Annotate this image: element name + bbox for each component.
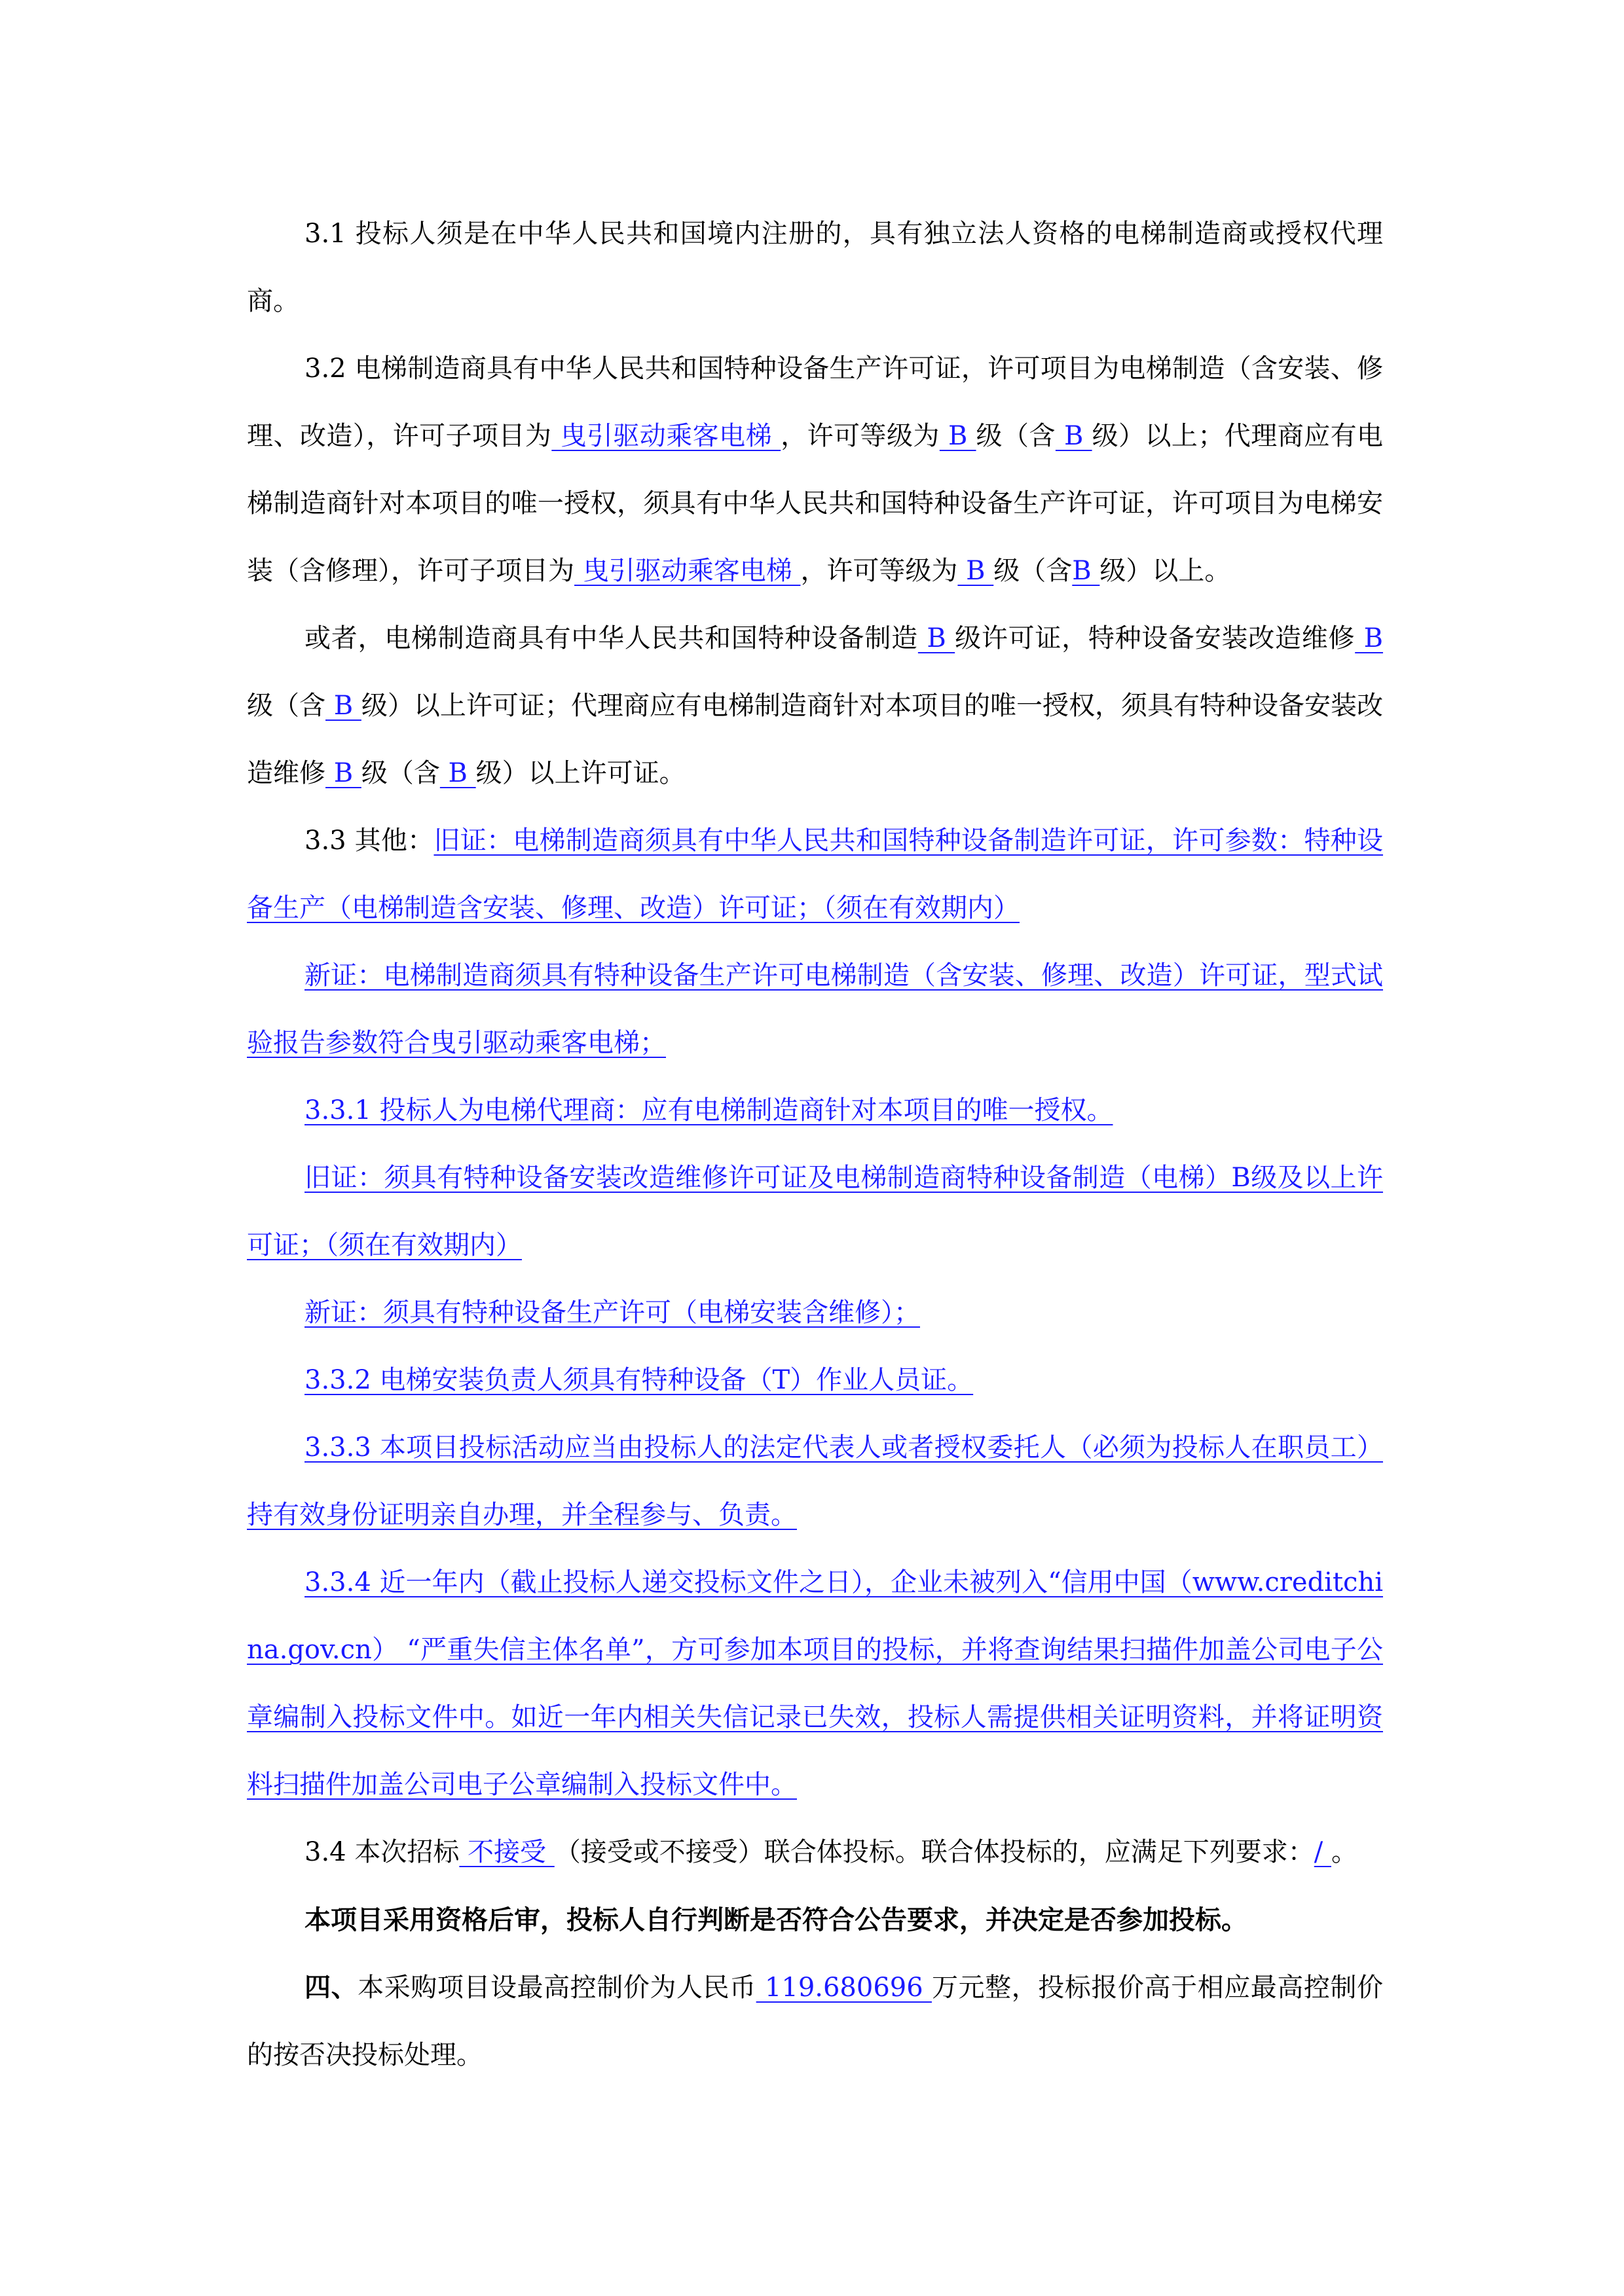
clause-text: 级（含 bbox=[247, 691, 326, 721]
license-level-field: B bbox=[325, 758, 361, 788]
clause-3-2-text: 级（含 bbox=[993, 556, 1073, 586]
license-level-field: B bbox=[1072, 556, 1100, 586]
clause-3-3-3 bbox=[247, 1414, 1383, 1549]
clause-3-1-text: 3.1 投标人须是在中华人民共和国境内注册的，具有独立法人资格的电梯制造商或授权代理商。 bbox=[247, 219, 1383, 316]
section-4 bbox=[247, 1954, 1383, 2089]
clause-3-3-1-title: 3.3.1 投标人为电梯代理商：应有电梯制造商针对本项目的唯一授权。 bbox=[304, 1095, 1113, 1125]
clause-3-3-1-new bbox=[247, 1279, 1383, 1347]
clause-3-3-4-text: 3.3.4 近一年内（截止投标人递交投标文件之日），企业未被列入“信用中国（www.creditchina.gov.cn） “严重失信主体名单”，方可参加本项目的投标，并将查询结果扫描件加盖公司电子公章编制入投标文件中。如近一年内相关失信记录已失效，投标人需提供相关证明资料，并将证明资料扫描件加盖公司电子公章编制入投标文件中。 bbox=[247, 1567, 1383, 1800]
clause-3-2-text: 3.2 电梯制造商具有中华人民共和国特种设备生产许可证，许可项目为电梯制造（含安装、修理、改造），许可子项目为 bbox=[247, 354, 1383, 451]
clause-3-3 bbox=[247, 807, 1383, 942]
license-level-field: B bbox=[325, 691, 361, 721]
clause-3-3-new-cert: 新证：电梯制造商须具有特种设备生产许可电梯制造（含安装、修理、改造）许可证，型式试验报告参数符合曳引驱动乘客电梯； bbox=[247, 960, 1383, 1058]
clause-3-3-3-text: 3.3.3 本项目投标活动应当由投标人的法定代表人或者授权委托人（必须为投标人在职员工）持有效身份证明亲自办理，并全程参与、负责。 bbox=[247, 1432, 1383, 1530]
clause-3-4-text: 3.4 本次招标 bbox=[304, 1837, 460, 1867]
clause-text: 级许可证，特种设备安装改造维修 bbox=[955, 623, 1356, 653]
license-level-field: B bbox=[439, 758, 476, 788]
clause-3-2-text: 级）以上。 bbox=[1099, 556, 1231, 586]
clause-3-2-text: 级）以上；代理商应有电梯制造商针对本项目的唯一授权，须具有中华人民共和国特种设备生产许可证，许可项目为电梯安装（含修理），许可子项目为 bbox=[247, 421, 1384, 586]
consortium-requirement-field: / bbox=[1314, 1837, 1331, 1867]
license-subitem-field: 曳引驱动乘客电梯 bbox=[551, 421, 781, 451]
license-level-field: B bbox=[1055, 421, 1092, 451]
clause-3-3-label: 3.3 其他： bbox=[304, 826, 434, 856]
consortium-field: 不接受 bbox=[459, 1837, 555, 1867]
clause-3-3-4 bbox=[247, 1549, 1383, 1819]
license-level-field: B bbox=[917, 623, 955, 653]
clause-3-3-old-cert: 旧证：电梯制造商须具有中华人民共和国特种设备制造许可证，许可参数：特种设备生产（电梯制造含安装、修理、改造）许可证；（须在有效期内） bbox=[247, 826, 1384, 923]
clause-text: 级（含 bbox=[361, 758, 440, 788]
clause-3-4 bbox=[247, 1819, 1383, 1886]
license-level-field: B bbox=[939, 421, 976, 451]
clause-text: 或者，电梯制造商具有中华人民共和国特种设备制造 bbox=[304, 623, 918, 653]
clause-3-3-1 bbox=[247, 1077, 1383, 1144]
license-level-field: B bbox=[957, 556, 994, 586]
clause-3-3-1-old bbox=[247, 1144, 1383, 1279]
clause-3-3-new bbox=[247, 942, 1383, 1077]
qualification-notice-text: 本项目采用资格后审，投标人自行判断是否符合公告要求，并决定是否参加投标。 bbox=[304, 1904, 1247, 1935]
clause-3-3-2-text: 3.3.2 电梯安装负责人须具有特种设备（T）作业人员证。 bbox=[304, 1365, 974, 1395]
license-level-field: B bbox=[1355, 623, 1384, 653]
section-4-text: 本采购项目设最高控制价为人民币 bbox=[358, 1973, 756, 2003]
clause-3-3-1-old-cert: 旧证：须具有特种设备安装改造维修许可证及电梯制造商特种设备制造（电梯）B级及以上许可证；（须在有效期内） bbox=[247, 1163, 1383, 1260]
clause-3-2-text: ，许可等级为 bbox=[800, 556, 958, 586]
clause-3-3-1-new-cert: 新证：须具有特种设备生产许可（电梯安装含维修）； bbox=[304, 1298, 920, 1328]
clause-3-1 bbox=[247, 200, 1383, 335]
clause-text: 级）以上许可证。 bbox=[475, 758, 686, 788]
clause-3-4-text: 。 bbox=[1331, 1837, 1357, 1867]
clause-text: 级）以上许可证；代理商应有电梯制造商针对本项目的唯一授权，须具有特种设备安装改造维修 bbox=[247, 691, 1384, 788]
clause-3-3-2 bbox=[247, 1347, 1383, 1414]
clause-3-2-text: 级（含 bbox=[976, 421, 1056, 451]
clause-3-4-text: （接受或不接受）联合体投标。联合体投标的，应满足下列要求： bbox=[554, 1837, 1314, 1867]
qualification-notice bbox=[247, 1886, 1383, 1954]
clause-3-2-alternative bbox=[247, 605, 1383, 807]
license-subitem-field: 曳引驱动乘客电梯 bbox=[574, 556, 801, 586]
clause-3-2 bbox=[247, 335, 1383, 605]
clause-3-2-text: ，许可等级为 bbox=[781, 421, 940, 451]
section-4-heading: 四、 bbox=[304, 1972, 358, 2003]
max-price-field: 119.680696 bbox=[756, 1973, 932, 2003]
section-4-text: 万元整，投标报价高于相应最高控制价的按否决投标处理。 bbox=[247, 1973, 1384, 2070]
document-body bbox=[247, 200, 1383, 2089]
